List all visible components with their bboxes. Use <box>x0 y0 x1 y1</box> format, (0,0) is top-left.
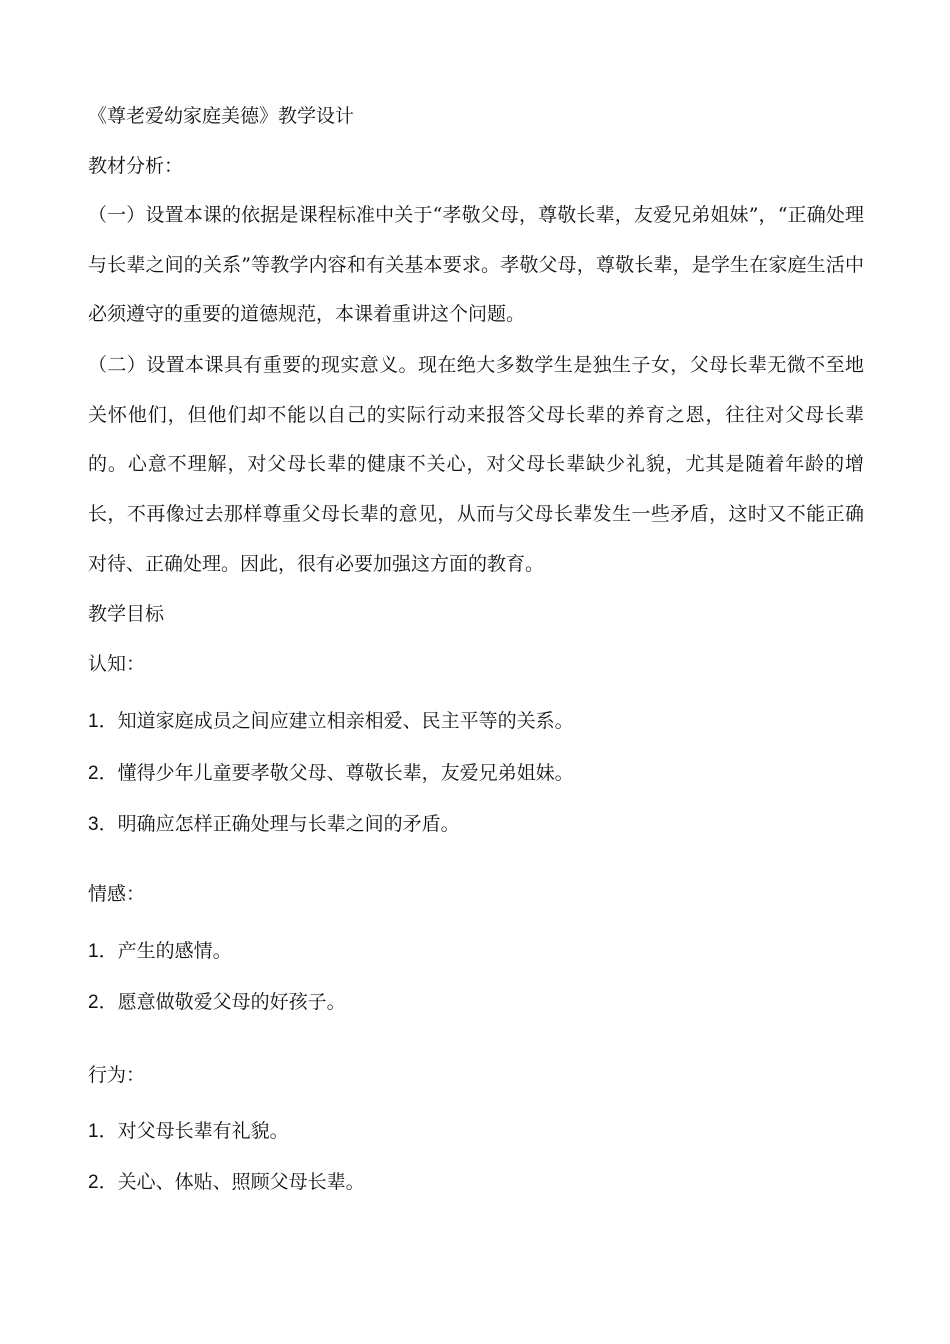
cognition-item-3 <box>88 812 460 837</box>
cognition-item-2 <box>88 761 574 786</box>
analysis-paragraph-1: （一）设置本课的依据是课程标准中关于“孝敬父母，尊敬长辈，友爱兄弟姐妹”，“正确处理与长辈之间的关系”等教学内容和有关基本要求。孝敬父母，尊敬长辈，是学生在家庭生活中必须遵守的重要的道德规范，本课着重讲这个问题。 <box>88 204 864 326</box>
emotion-heading: 情感： <box>88 883 146 905</box>
cognition-heading: 认知： <box>88 653 146 675</box>
emotion-item-1 <box>88 939 232 964</box>
goals-heading: 教学目标 <box>88 603 165 625</box>
list-number: 2． <box>88 1172 118 1193</box>
behavior-item-1 <box>88 1119 289 1144</box>
list-number: 1． <box>88 1121 118 1142</box>
list-text: 关心、体贴、照顾父母长辈。 <box>117 1171 365 1193</box>
analysis-paragraph-2: （二）设置本课具有重要的现实意义。现在绝大多数学生是独生子女，父母长辈无微不至地关怀他们，但他们却不能以自己的实际行动来报答父母长辈的养育之恩，往往对父母长辈的。心意不理解，对父母长辈的健康不关心，对父母长辈缺少礼貌，尤其是随着年龄的增长，不再像过去那样尊重父母长辈的意见，从而与父母长辈发生一些矛盾，这时又不能正确对待、正确处理。因此，很有必要加强这方面的教育。 <box>88 354 864 575</box>
list-number: 1． <box>88 941 118 962</box>
emotion-item-2 <box>88 990 346 1015</box>
list-text: 明确应怎样正确处理与长辈之间的矛盾。 <box>117 813 460 835</box>
behavior-item-2 <box>88 1170 365 1195</box>
cognition-item-1 <box>88 709 574 734</box>
document-title: 《尊老爱幼家庭美德》教学设计 <box>88 105 355 127</box>
analysis-heading: 教材分析： <box>88 155 184 177</box>
list-number: 2． <box>88 763 118 784</box>
list-text: 知道家庭成员之间应建立相亲相爱、民主平等的关系。 <box>117 710 574 732</box>
list-number: 3． <box>88 814 118 835</box>
list-number: 1． <box>88 711 118 732</box>
list-text: 对父母长辈有礼貌。 <box>117 1120 289 1142</box>
list-number: 2． <box>88 992 118 1013</box>
list-text: 愿意做敬爱父母的好孩子。 <box>117 991 346 1013</box>
list-text: 懂得少年儿童要孝敬父母、尊敬长辈，友爱兄弟姐妹。 <box>117 762 574 784</box>
behavior-heading: 行为： <box>88 1064 146 1086</box>
list-text: 产生的感情。 <box>117 940 232 962</box>
